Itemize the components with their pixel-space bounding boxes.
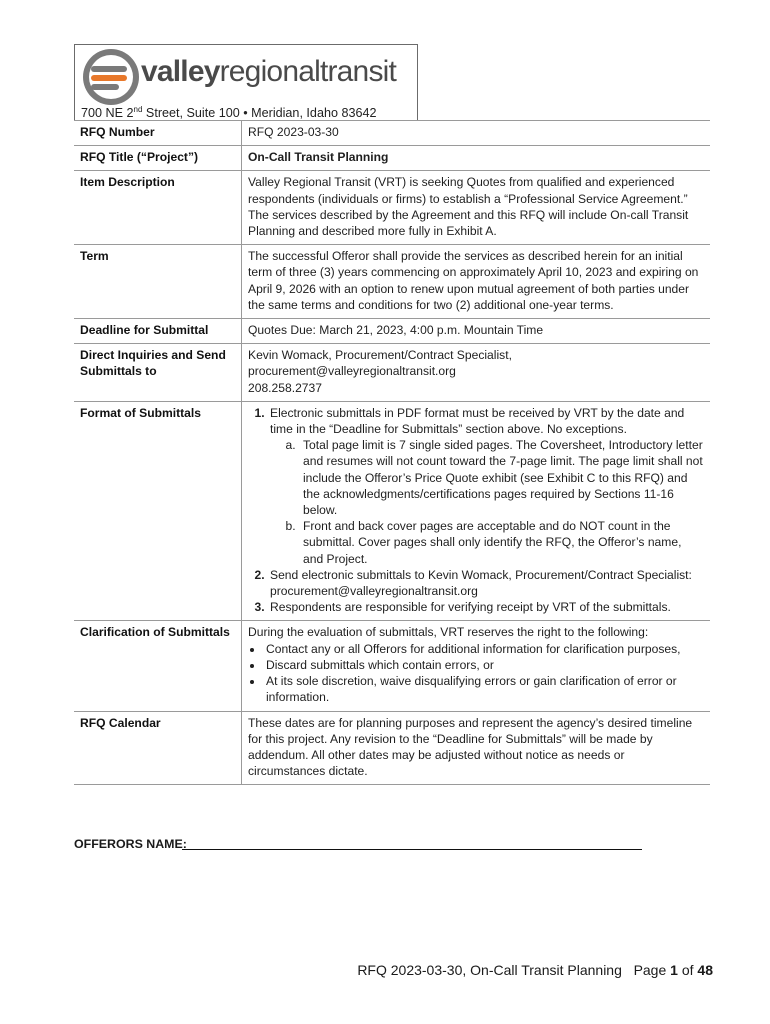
rfq-summary-table <box>74 120 710 785</box>
offerors-name-line[interactable] <box>182 849 642 850</box>
clarification-bullet-1: • Contact any or all Offerors for additional information for clarification purposes, <box>264 641 704 657</box>
format-list <box>248 405 704 616</box>
deadline-label: Deadline for Submittal <box>80 323 209 338</box>
rfq-number-value: RFQ 2023-03-30 <box>242 121 711 146</box>
footer-page-word: Page <box>633 962 667 978</box>
vrt-logo-mark-icon <box>81 47 141 107</box>
footer-page-total: 48 <box>697 962 713 978</box>
row-calendar <box>74 711 710 785</box>
term-value: The successful Offeror shall provide the services as described herein for an initial term of three (3) years commencing on approximately April 10, 2023 and expiring on April 9, 2026 with an option to renew upon mutual agreement of both parties under the same terms and conditions for two (2) additional one-year terms. <box>242 245 711 319</box>
rfq-title-label: RFQ Title (“Project”) <box>80 150 199 165</box>
format-item-2: 2. Send electronic submittals to Kevin Womack, Procurement/Contract Specialist: procurement@valleyregionaltransit.org <box>268 567 704 599</box>
term-label: Term <box>80 249 109 264</box>
inquiries-contact-name: Kevin Womack, Procurement/Contract Specialist, <box>248 348 512 363</box>
footer-doc-title: RFQ 2023-03-30, On-Call Transit Planning <box>357 962 622 978</box>
row-rfq-number <box>74 121 710 146</box>
page-footer <box>357 962 713 978</box>
clarification-label: Clarification of Submittals <box>80 625 230 640</box>
calendar-label: RFQ Calendar <box>80 715 161 730</box>
inquiries-phone: 208.258.2737 <box>248 380 322 395</box>
format-item-3: 3. Respondents are responsible for verifying receipt by VRT of the submittals. <box>268 599 704 615</box>
clarification-bullet-3: • At its sole discretion, waive disqualifying errors or gain clarification of error or information. <box>264 673 704 705</box>
format-item-1: 1. Electronic submittals in PDF format must be received by VRT by the date and time in the “Deadline for Submittals” section above. No exceptions. a. Total page limit is 7 single sided pages. The Coversheet, Introductory letter and resumes will not count toward the 7-page limit. The page limit shall not include the Offeror’s Price Quote exhibit (see Exhibit C to this RFQ) and the acknowledgments/certifications pages required by Sections 11-16 below. b. Front and back cover pages are acceptable and do NOT count in the submittal. Cover pages shall only identify the RFQ, the Offeror’s name, and Project. <box>268 405 704 567</box>
offerors-name-label: OFFERORS NAME: <box>74 837 187 851</box>
format-label: Format of Submittals <box>80 405 201 420</box>
item-description-value: Valley Regional Transit (VRT) is seeking Quotes from qualified and experienced respondents (individuals or firms) to establish a “Professional Service Agreement.” The services described by the Agreement and this RFQ will include On-call Transit Planning and described more fully in Exhibit A. <box>242 171 711 245</box>
clarification-intro: During the evaluation of submittals, VRT reserves the right to the following: <box>248 625 649 640</box>
row-format <box>74 401 710 621</box>
row-rfq-title <box>74 146 710 171</box>
letterhead <box>74 44 418 120</box>
row-item-description <box>74 171 710 245</box>
inquiries-value <box>242 344 711 402</box>
inquiries-email: procurement@valleyregionaltransit.org <box>248 364 456 379</box>
deadline-value: Quotes Due: March 21, 2023, 4:00 p.m. Mountain Time <box>242 319 711 344</box>
inquiries-label: Direct Inquiries and Send Submittals to <box>80 348 226 379</box>
row-term <box>74 245 710 319</box>
rfq-title-value: On-Call Transit Planning <box>242 146 711 171</box>
format-sublist <box>270 437 704 567</box>
row-deadline <box>74 319 710 344</box>
vrt-logo-wordmark: valleyregionaltransit <box>141 55 397 88</box>
rfq-number-label: RFQ Number <box>80 125 155 139</box>
item-description-label: Item Description <box>80 175 175 190</box>
format-item-1a: a. Total page limit is 7 single sided pages. The Coversheet, Introductory letter and resumes will not count toward the 7-page limit. The page limit shall not include the Offeror’s Price Quote exhibit (see Exhibit C to this RFQ) and the acknowledgments/certifications pages required by Sections 11-16 below. <box>299 437 704 518</box>
clarification-list <box>248 641 704 706</box>
footer-page-number: 1 <box>670 962 678 978</box>
format-value <box>242 401 711 621</box>
row-clarification <box>74 621 710 711</box>
format-item-1b: b. Front and back cover pages are acceptable and do NOT count in the submittal. Cover pages shall only identify the RFQ, the Offeror’s name, and Project. <box>299 518 704 567</box>
footer-of-word: of <box>681 962 694 978</box>
office-address: 700 NE 2nd Street, Suite 100 • Meridian, Idaho 83642 <box>81 105 377 121</box>
clarification-bullet-2: • Discard submittals which contain errors, or <box>264 657 704 673</box>
calendar-value: These dates are for planning purposes and represent the agency’s desired timeline for this project. Any revision to the “Deadline for Submittals” will be made by addendum. All other dates may be adjusted without notice as needs or circumstances dictate. <box>242 711 711 785</box>
clarification-value <box>242 621 711 711</box>
row-inquiries <box>74 344 710 402</box>
